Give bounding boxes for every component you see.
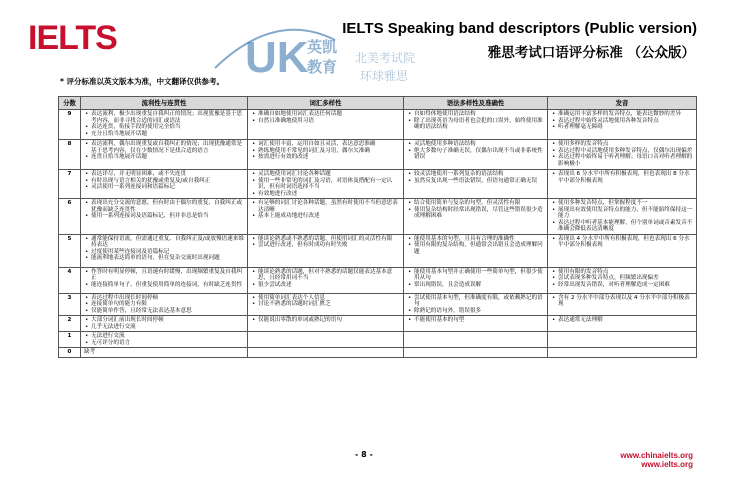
- logo-wordmark: IELTS: [28, 19, 117, 57]
- table-row: [59, 267, 697, 293]
- criterion-item: • 灵活使用一系列连接词和语篇标记: [91, 184, 244, 191]
- cell-fluency: [81, 140, 248, 170]
- criterion-item: • 使用多种发音特点，但掌握程度不一: [558, 200, 693, 207]
- criterion-item: • 听者理解毫无障碍: [558, 124, 693, 131]
- criterion-item: • 表现出充分交流的意愿，但有时由于偶尔的重复、自我纠正或犹豫而缺乏连贯性: [91, 200, 244, 213]
- document-title-zh: 雅思考试口语评分标准 （公众版）: [487, 45, 695, 61]
- criterion-item: • 自然且准确地使用习语: [258, 118, 400, 125]
- cell-grammar: [404, 267, 548, 293]
- criterion-item: • 连接简单句的能力有限: [91, 301, 244, 308]
- criterion-item: • 表达过程中始终易于听者理解；母语口音对听者理解的影响极小: [558, 154, 693, 167]
- criterion-item: • 表现出 6 分水平中所有积极表现，但也表现出 8 分水平中部分积极表现: [558, 171, 693, 184]
- watermark-side-1: 北美考试院: [355, 51, 416, 65]
- criterion-item: • 表达流利，极少出现重复自我纠正的情况；出现犹豫是基于思考内容，而非寻找合适的词汇或语法: [91, 111, 244, 124]
- criterion-item: • 表达过程中灵活地使用多种发音特点，仅偶尔出现偏差: [558, 148, 693, 155]
- criterion-item: • 常出现错误，且会造成误解: [414, 282, 544, 289]
- cell-grammar: [404, 234, 548, 267]
- website-link-chinaielts[interactable]: www.chinaielts.org: [620, 451, 693, 460]
- criteria-list: [407, 111, 544, 131]
- table-row: [59, 293, 697, 316]
- band-score: 6: [59, 199, 81, 235]
- criterion-item: • 表达详尽，并无明显困难，或不失连贯: [91, 171, 244, 178]
- criterion-item: • 连贯且恰当地展开话题: [91, 154, 244, 161]
- criteria-list: [551, 317, 693, 324]
- criterion-item: • 能流利地表达简单的语句，但在复杂交流时出现问题: [91, 255, 244, 262]
- criterion-item: • 能连接简单句子，但重复使用简单的连接词，有时缺乏连贯性: [91, 282, 244, 289]
- cell-pronunciation: [548, 348, 697, 358]
- criterion-item: • 表达过程中出现长时间停顿: [91, 295, 244, 302]
- criterion-item: • 讨论不熟悉的话题时词汇匮乏: [258, 301, 400, 308]
- cell-pronunciation: [548, 110, 697, 140]
- cell-grammar: [404, 170, 548, 199]
- criteria-list: [551, 236, 693, 249]
- criterion-item: • 表达通常无法理解: [558, 317, 693, 324]
- cell-grammar: [404, 110, 548, 140]
- criterion-item: • 除了出现英语为母语者也会犯的口误外，始终使用准确的语法结构: [414, 118, 544, 131]
- criterion-item: • 表现出 4 分水平中所有积极表现，但也表现出 6 分水平中部分积极表现: [558, 236, 693, 249]
- cell-lexical: [248, 110, 404, 140]
- criteria-list: [251, 295, 400, 308]
- criteria-list: [251, 236, 400, 249]
- criterion-item: • 灵活地使用多种语法结构: [414, 141, 544, 148]
- criterion-item: • 除熟记的语句外，错误很多: [414, 308, 544, 315]
- table-row: [59, 199, 697, 235]
- cell-pronunciation: [548, 199, 697, 235]
- criteria-list: [407, 171, 544, 184]
- criterion-item: • 绝大多数句子准确无误，仅偶尔出现不当或非系统性错误: [414, 148, 544, 161]
- criterion-item: • 基本上能成功地进行改述: [258, 213, 400, 220]
- cell-pronunciation: [548, 332, 697, 348]
- table-header-row: [59, 97, 697, 110]
- criteria-list: [407, 200, 544, 220]
- criteria-list: [407, 236, 544, 256]
- cell-grammar: [404, 332, 548, 348]
- band-score: 1: [59, 332, 81, 348]
- cell-pronunciation: [548, 140, 697, 170]
- criterion-item: • 使用多样的发音特点: [558, 141, 693, 148]
- criterion-item: • 无法进行交流: [91, 333, 244, 340]
- table-row: [59, 110, 697, 140]
- watermark-side-2: 环球雅思: [360, 69, 409, 83]
- cell-grammar: [404, 348, 548, 358]
- cell-fluency: [81, 316, 248, 332]
- criteria-list: [551, 200, 693, 233]
- criterion-item: • 无可评分的语言: [91, 340, 244, 347]
- cell-pronunciation: [548, 170, 697, 199]
- band-descriptor-table: [58, 96, 697, 358]
- cell-grammar: [404, 316, 548, 332]
- cell-fluency: [81, 234, 248, 267]
- criteria-list: [551, 141, 693, 167]
- criterion-item: • 熟练地使用不常见的词汇及习语，偶尔欠准确: [258, 148, 400, 155]
- criterion-item: • 几乎无法进行交流: [91, 324, 244, 331]
- cell-lexical: [248, 332, 404, 348]
- criteria-list: [551, 111, 693, 131]
- criterion-item: • 自如得体地使用语法结构: [414, 111, 544, 118]
- band-score: 4: [59, 267, 81, 293]
- criteria-list: [551, 295, 693, 308]
- criteria-list: [84, 317, 244, 330]
- cell-grammar: [404, 199, 548, 235]
- watermark-mark: UK: [245, 33, 309, 82]
- criterion-item: • 使用有限的复杂结构，但通常会出错且会造成理解问题: [414, 242, 544, 255]
- criterion-item: • 灵活地使用词汇讨论各种话题: [258, 171, 400, 178]
- cell-pronunciation: [548, 234, 697, 267]
- criterion-item: • 使用一些非常见的词汇及习语，对语体及搭配有一定认识，但有时词语选择不当: [258, 178, 400, 191]
- criterion-item: • 准确运用丰富多样的发音特点，能表达微妙的差异: [558, 111, 693, 118]
- criteria-list: [251, 111, 400, 124]
- criterion-item: • 虽然反复出现一些语法错误，但语句通常正确无误: [414, 178, 544, 185]
- criteria-list: [251, 200, 400, 220]
- band-score: 0: [59, 348, 81, 358]
- criteria-list: [84, 333, 244, 346]
- cell-fluency: [81, 267, 248, 293]
- table-row: [59, 170, 697, 199]
- cell-pronunciation: [548, 316, 697, 332]
- criterion-item: • 表达过程中听者基本能理解，但个别单词或音素发音不准确会降低表达清晰度: [558, 220, 693, 233]
- criteria-list: [251, 317, 400, 324]
- table-row: [59, 348, 697, 358]
- criteria-list: [84, 269, 244, 289]
- table-body: [59, 110, 697, 358]
- ielts-logo: [28, 19, 117, 57]
- criteria-list: [84, 141, 244, 161]
- criteria-list: [551, 269, 693, 289]
- criteria-list: [84, 171, 244, 191]
- cell-lexical: [248, 234, 404, 267]
- criterion-item: • 作答时有明显停顿，且语速有时缓慢，出现频繁重复及自我纠正: [91, 269, 244, 282]
- band-score: 3: [59, 293, 81, 316]
- criterion-item: • 表达流利，偶尔出现重复或自我纠正的情况；出现犹豫通常是基于思考内容，仅在少数情况下是找合适的语言: [91, 141, 244, 154]
- cell-fluency: [81, 293, 248, 316]
- table-row: [59, 234, 697, 267]
- criteria-list: [551, 171, 693, 184]
- criterion-item: • 表达过程中始终灵活地使用各种发音特点: [558, 118, 693, 125]
- band-score: 8: [59, 140, 81, 170]
- criteria-list: [84, 295, 244, 315]
- band-score: 2: [59, 316, 81, 332]
- header-pronunciation: 发音: [548, 97, 697, 110]
- cell-fluency: [81, 199, 248, 235]
- criterion-item: • 仅能简单作答，且经常无法表达基本意思: [91, 308, 244, 315]
- criterion-item: • 充分且恰当地展开话题: [91, 131, 244, 138]
- band-score: 9: [59, 110, 81, 140]
- band-score: 5: [59, 234, 81, 267]
- criteria-list: [251, 269, 400, 289]
- criteria-list: [407, 269, 544, 289]
- criteria-list: [84, 200, 244, 220]
- document-title-en: IELTS Speaking band descriptors (Public version): [342, 20, 697, 37]
- criterion-item: • 仅能说出零散的单词或熟记的语句: [258, 317, 400, 324]
- criterion-item: • 能使用基本的句型，且具有合理的准确性: [414, 236, 544, 243]
- criterion-item: • 使用简单词汇表达个人信息: [258, 295, 400, 302]
- cell-lexical: [248, 170, 404, 199]
- criterion-item: • 大部分词汇前出现长时间停顿: [91, 317, 244, 324]
- cell-pronunciation: [548, 267, 697, 293]
- criterion-item: • 尝试使用基本句型，但准确度有限，或依赖熟记的语句: [414, 295, 544, 308]
- criterion-item: • 含有 2 分水平中部分表现以及 4 分水平中部分积极表现: [558, 295, 693, 308]
- header-lexical: 词汇多样性: [248, 97, 404, 110]
- criterion-item: • 能使用基本句型并正确使用一些简单句型，但很少使用从句: [414, 269, 544, 282]
- criterion-item: • 有时出现与语言相关的犹豫或重复及/或自我纠正: [91, 178, 244, 185]
- criteria-list: [251, 171, 400, 197]
- table-row: [59, 140, 697, 170]
- criteria-list: [407, 141, 544, 161]
- cell-lexical: [248, 348, 404, 358]
- criterion-item: • 尝试表现多种发音特点，但频繁出现偏差: [558, 275, 693, 282]
- translation-note: * 评分标准以英文版本为准，中文翻译仅供参考。: [60, 77, 225, 86]
- cell-grammar: [404, 140, 548, 170]
- criterion-item: • 有足够的词汇讨论各种话题，虽然有时使用不当但意思表达清晰: [258, 200, 400, 213]
- header-band: 分数: [59, 97, 81, 110]
- criterion-item: • 能谈论熟悉的话题，但对不熟悉的话题仅能表达基本意思，且经常用词不当: [258, 269, 400, 282]
- criteria-list: [84, 111, 244, 137]
- band-score: 7: [59, 170, 81, 199]
- criterion-item: • 尝试进行改述，但有时成功有时失败: [258, 242, 400, 249]
- watermark-line-2: 教育: [307, 58, 338, 76]
- criterion-item: • 不能使用基本的句型: [414, 317, 544, 324]
- criteria-list: [407, 295, 544, 315]
- criterion-item: • 使用有限的发音特点: [558, 269, 693, 276]
- table-row: [59, 332, 697, 348]
- cell-pronunciation: [548, 293, 697, 316]
- criterion-item: • 通常能保持语流，但需通过重复、自我纠正及/或放慢语速来维持表达: [91, 236, 244, 249]
- criteria-list: [251, 141, 400, 161]
- cell-lexical: [248, 316, 404, 332]
- header-grammar: 语法多样性及准确性: [404, 97, 548, 110]
- website-link-ielts[interactable]: www.ielts.org: [641, 460, 693, 469]
- criterion-item: • 使用复杂结构时经常出现错误，尽管这些错误很少造成理解困难: [414, 207, 544, 220]
- criterion-item: • 展现出有效使用发音特点的能力，但不能始终保持这一能力: [558, 207, 693, 220]
- criterion-item: • 表达连贯，衔接手段的使用完全恰当: [91, 124, 244, 131]
- criterion-item: • 词汇使用丰富，运用自如且灵活，表达意思准确: [258, 141, 400, 148]
- cell-fluency: [81, 332, 248, 348]
- criterion-item: • 结合使用简单与复杂的句型，但灵活性有限: [414, 200, 544, 207]
- criterion-item: • 过度使用某些连接词及语篇标记: [91, 249, 244, 256]
- cell-lexical: [248, 140, 404, 170]
- cell-grammar: [404, 293, 548, 316]
- criterion-item: • 很少尝试改述: [258, 282, 400, 289]
- criterion-item: • 准确自如地使用词汇表达任何话题: [258, 111, 400, 118]
- watermark-line-1: 英凯: [307, 38, 338, 56]
- criterion-item: • 较灵活地使用一系列复杂的语法结构: [414, 171, 544, 178]
- header-fluency: 流利性与连贯性: [81, 97, 248, 110]
- cell-lexical: [248, 293, 404, 316]
- criteria-list: [84, 236, 244, 262]
- cell-lexical: [248, 199, 404, 235]
- cell-fluency: [81, 110, 248, 140]
- criteria-list: [407, 317, 544, 324]
- criterion-item: • 有效地进行改述: [258, 191, 400, 198]
- table-row: [59, 316, 697, 332]
- cell-fluency: 缺考: [81, 348, 248, 358]
- page-number: - 8 -: [355, 450, 373, 459]
- cell-lexical: [248, 267, 404, 293]
- criterion-item: • 使用一系列连接词及语篇标记，但并非总是恰当: [91, 213, 244, 220]
- criterion-item: • 经常出现发音错误，对听者理解造成一定困难: [558, 282, 693, 289]
- criterion-item: • 能谈论熟悉或不熟悉的话题，但使用词汇的灵活性有限: [258, 236, 400, 243]
- criterion-item: • 按需进行有效的改述: [258, 154, 400, 161]
- cell-fluency: [81, 170, 248, 199]
